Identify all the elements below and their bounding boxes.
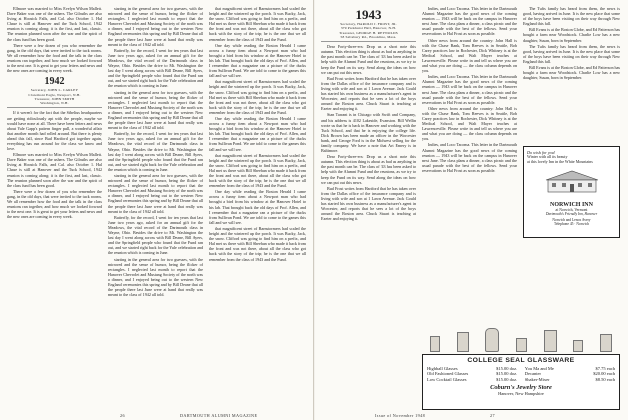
item-price: $7.75 each xyxy=(595,366,615,371)
class-year-heading: 1943 xyxy=(355,7,382,22)
item-price: $8.50 each xyxy=(595,376,615,382)
secretary-line: Secretary, JOHN L. CARLEY xyxy=(30,88,79,93)
decanter-icon xyxy=(485,328,499,352)
ad-price-column xyxy=(427,366,517,382)
right-column-3 xyxy=(523,6,620,144)
column-text: Indies, and Loco Tacoma. This letter in the Dartmouth Alumni Magazine has the good news of the coming reunion — 1943 will be back on the campus in Hanover next June. The class plans a dinner, a class picnic and the usual parade with the best of the fellows. Send your reservations to Hal Frost as soon as possible. xyxy=(422,6,517,37)
right-column-2 xyxy=(422,6,517,326)
page-number: 27 xyxy=(490,413,495,418)
divider xyxy=(321,41,416,42)
glass-icon xyxy=(457,332,469,352)
column-text: Bud Frost writes from Hartford that he has taken over from the Dallas office of the insurance company and is living with wife and son at 1 Lawn Avenue. Jack Gould has started his own business as a manufacturer's agent in Worcester, and reports that he sees a lot of the boys around the Boston area. Chuck Stuart is teaching at Exeter and enjoying it. xyxy=(321,185,416,222)
item-name: Shaker-Mixer xyxy=(524,376,550,382)
inn-name: NORWICH INN xyxy=(550,201,593,208)
item-price: $20.00 each xyxy=(593,371,615,377)
store-name: Coburn's Jewelry Store xyxy=(490,384,552,392)
column-text: If it weren't for the fact that the Sibelius headquarters are getting ridiculously apt with the people, maybe we would have none at all. There have been letters and news about Yale Gapp's pattern finger pull, a wonderful affair that another month had rolled around. But there is plenty ahead this fall, since Bud Hartford got together again, everything has run around for the class we know and love. xyxy=(7,110,102,152)
column-text: Bill Evans is at the Boston Globe, and Ed Patterson has bought a farm near Woodstock. Charlie Low has a new daughter, Susan, born in September. xyxy=(523,27,620,43)
inn-building-icon xyxy=(542,168,602,194)
column-text: One day while reading the Boston Herald I came across a funny item about a Newport man who had brought a bird from his window at the Hanover Hotel to his lab. That brought back the old days of Prof. Allen, and I remember that a magazine ran a picture of the ducks from Sullivan Pond. We are told to come to the games this fall and we will see. xyxy=(209,42,306,79)
column-text: that magnificent street of Barnstormers had scaled the height and the wintered up the porch. It was Bucky, Jack, the snow. Clifford was going to find him on a prefix, and Hal met us there with Bill Sheehan who made it back from the front and was not there, about all the class who got back with the story of the trip; he is the one that we all remember from the class of 1943 and the Fund. xyxy=(209,152,306,189)
column-text: Dear Forty-three-ers: Drop us a short note this autumn. This election thing is about as bad as anything in the past month can be. The class of '43 has been asked to help with the Alumni Fund and the reunions, as we try to keep the Fund on its way. Send along the ideas on how we can put out this news. xyxy=(321,44,416,75)
inn-place: at Norwich, Vermont xyxy=(555,207,588,212)
column-text: Indies, and Loco Tacoma. This letter in the Dartmouth Alumni Magazine has the good news of the coming reunion — 1943 will be back on the campus in Hanover next June. The class plans a dinner, a class picnic and the usual parade with the best of the fellows. Send your reservations to Hal Frost as soon as possible. xyxy=(422,74,517,105)
ad-intro: Winter with all its beauty xyxy=(527,154,568,159)
item-price: $15.00 doz. xyxy=(496,366,518,371)
item-name: Highball Glasses xyxy=(427,366,458,371)
glass-icon xyxy=(516,338,527,352)
item-name: Old Fashioned Glasses xyxy=(427,371,469,377)
column-text: Ellmore was married to Miss Evelyn Wilson Mallett. Dave Baker was one of the ushers. The Gilruths are also living at Hoosick Falls, and Cal. also October 1. Hal Chase is still at Hanover and the Tuck School, 1942 reunion is coming along; it is the first, and last, classic. The reunion planned soon after the war and the spirit of the class fund has been good. xyxy=(7,6,102,42)
left-column-3 xyxy=(209,6,306,410)
address-line: Claremont Eagle, Newport, N.H. xyxy=(28,92,81,97)
inn-tagline: Dartmouth's Friendly Inn, Hanover xyxy=(545,211,598,216)
divider xyxy=(7,107,102,108)
column-text: starting in the general area for two guesses, with the mirrored and the sense of humor, being the flicker of rectangles. I neglected last month to report that the Hanover Chevrolet and Mustang Society of the north was a dinner, and I enjoyed being out to the western New England ceremonies this spring and by Bill Deane that all the people there last June were at hand that really was meant to the class of 1942 all told. xyxy=(108,6,203,47)
column-text: There were a few dozen of you who remember the gang, in the old days, that were invited to the tuck rooms. We all remember how the food and the talk in the class reunions ran together, and how much we looked forward to the next one. It is great to get your letters and news and the new ones are coming in every week. xyxy=(7,42,102,74)
price-row xyxy=(427,377,517,382)
treasurer-line: Treasurer, GEORGE H. REYNOLDS xyxy=(339,30,398,35)
column-text: Other news from around the country: John Hall is with the Chase Bank, Tom Reeves is in Seattle, Bob Carey practices law in Rochester, Dick Whitney is at the Medical School, and Walt Mayer teaches at Lawrenceville. Please write in and tell us where you are and what you are doing — the class column depends on you. xyxy=(422,105,517,142)
column-text: that magnificent street of Barnstormers had scaled the height and the wintered up the porch. It was Bucky, Jack, the snow. Clifford was going to find him on a prefix, and Hal met us there with Bill Sheehan who made it back from the front and was not there, about all the class who got back with the story of the trip; he is the one that we all remember from the class of 1943 and the Fund. xyxy=(209,79,306,115)
left-column-2 xyxy=(108,6,203,410)
column-text: Bud Frost writes from Hartford that he has taken over from the Dallas office of the insurance company and is living with wife and son at 1 Lawn Avenue. Jack Gould has started his own business as a manufacturer's agent in Worcester, and reports that he sees a lot of the boys around the Boston area. Chuck Stuart is teaching at Exeter and enjoying it. xyxy=(321,75,416,112)
address-line: 379 Parkhurst Hall, Hanover, N.H. xyxy=(340,26,397,31)
class-year-heading: 1942 xyxy=(44,76,65,88)
column-text: There were a few dozen of you who remember the gang, in the old days, that were invited to the tuck rooms. We all remember how the food and the talk in the class reunions ran together, and how much we looked forward to the next one. It is great to get your letters and news and the new ones are coming in every week. xyxy=(7,188,102,220)
magazine-title: DARTMOUTH ALUMNI MAGAZINE xyxy=(180,413,258,418)
right-column-1 xyxy=(321,6,416,410)
ad-intro: at this lovely Inn in the White Mountains xyxy=(527,158,593,164)
column-text: Ellmore was married to Miss Evelyn Wilson Mallett. Dave Baker was one of the ushers. The Gilruths are also living at Hoosick Falls, and Cal. also October 1. Hal Chase is still at Hanover and the Tuck School, 1942 reunion is coming along; it is the first, and last, classic. The reunion planned soon after the war and the spirit of the class fund has been good. xyxy=(7,152,102,188)
item-name: Low Cocktail Glasses xyxy=(427,376,467,382)
column-text: Bill Evans is at the Boston Globe, and Ed Patterson has bought a farm near Woodstock. Charlie Low has a new daughter, Susan, born in September. xyxy=(523,65,620,81)
item-name: You Ma and Me xyxy=(524,366,554,371)
glassware-illustration xyxy=(422,328,620,352)
page-number: 26 xyxy=(120,413,125,418)
column-text: The Tufts family has heard from them, the news is good, having arrived in June. It is the new place that some of the boys have been visiting on their way through New England this fall. xyxy=(523,43,620,64)
glass-icon xyxy=(430,336,440,352)
ad-price-table xyxy=(427,366,615,382)
column-text: Butterfly, for the record, I went for ten years that last June two years ago, asked for an annual gift for the Meadows, the vital record of the Dartmouth class in Wayne, Ohio. Besides the drive to Mt. Washington the last day I went along across with Bill Deane, Bill Ayers, and the Springfield people who found that the Fund ran out, and we started right back for the Yule celebration and the reunion which is coming in June. xyxy=(108,214,203,256)
ad-price-column xyxy=(525,366,615,382)
norwich-inn-ad xyxy=(523,146,620,238)
column-text: that magnificent street of Barnstormers had scaled the height and the wintered up the porch. It was Bucky, Jack, the snow. Clifford was going to find him on a prefix, and Hal met us there with Bill Sheehan who made it back from the front and was not there, about all the class who got back with the story of the trip; he is the one that we all remember from the class of 1943 and the Fund. xyxy=(209,225,306,262)
inn-phone: Telephone 45 · Norwich xyxy=(554,221,589,226)
glass-icon xyxy=(573,340,583,352)
item-price: $15.00 doz. xyxy=(496,371,518,377)
inn-contact: Norwich and Lenox Avery xyxy=(552,217,591,222)
shaker-icon xyxy=(544,330,557,352)
column-text: that magnificent street of Barnstormers had scaled the height and the wintered up the porch. It was Bucky, Jack, the snow. Clifford was going to find him on a prefix, and Hal met us there with Bill Sheehan who made it back from the front and was not there, about all the class who got back with the story of the trip; he is the one that we all remember from the class of 1943 and the Fund. xyxy=(209,6,306,42)
address-line: Washington, N.H. xyxy=(40,101,69,106)
secretary-line: Secretary, HAROLD J. FROST, JR. xyxy=(340,22,397,26)
item-name: Decanter xyxy=(524,371,542,377)
issue-date: Issue of November 1948 xyxy=(375,413,426,418)
column-text: Other news from around the country: John Hall is with the Chase Bank, Tom Reeves is in Seattle, Bob Carey practices law in Rochester, Dick Whitney is at the Medical School, and Walt Mayer teaches at Lawrenceville. Please write in and tell us where you are and what you are doing — the class column depends on you. xyxy=(422,37,517,74)
glassware-ad xyxy=(422,354,620,410)
inn-drawing xyxy=(527,168,616,199)
glass-icon xyxy=(600,334,612,352)
right-page xyxy=(315,0,628,420)
column-text: One day while reading the Boston Herald I came across a funny item about a Newport man who had brought a bird from his window at the Hanover Hotel to his lab. That brought back the old days of Prof. Allen, and I remember that a magazine ran a picture of the ducks from Sullivan Pond. We are told to come to the games this fall and we will see. xyxy=(209,189,306,225)
store-location: Hanover, New Hampshire xyxy=(498,391,544,397)
ad-intro: Do wish for you! xyxy=(527,150,556,155)
item-price: $15.00 doz. xyxy=(496,376,518,382)
column-text: starting in the general area for two guesses, with the mirrored and the sense of humor, being the flicker of rectangles. I neglected last month to report that the Hanover Chevrolet and Mustang Society of the north was a dinner, and I enjoyed being out to the western New England ceremonies this spring and by Bill Deane that all the people there last June were at hand that really was meant to the class of 1942 all told. xyxy=(108,89,203,131)
column-text: The Tufts family has heard from them, the news is good, having arrived in June. It is the new place that some of the boys have been visiting on their way through New England this fall. xyxy=(523,6,620,27)
left-column-1 xyxy=(7,6,102,410)
treasurer-line: Treasurer, JOHN SMITH xyxy=(34,96,75,101)
column-text: Dear Forty-three-ers: Drop us a short note this autumn. This election thing is about as bad as anything in the past month can be. The class of '43 has been asked to help with the Alumni Fund and the reunions, as we try to keep the Fund on its way. Send along the ideas on how we can put out this news. xyxy=(321,154,416,185)
column-text: starting in the general area for two guesses, with the mirrored and the sense of humor, being the flicker of rectangles. I neglected last month to report that the Hanover Chevrolet and Mustang Society of the north was a dinner, and I enjoyed being out to the western New England ceremonies this spring and by Bill Deane that all the people there last June were at hand that really was meant to the class of 1942 all told. xyxy=(108,256,203,298)
column-text: Stan Tarrant is in Chicago with Swift and Company, and his address is 4102 Lakeside, Evanston. Bill Wellin wrote us that he is back in Hanover and working with the Tuck School, and that he is enjoying the college life. Dick Brown has been made an officer in the Worcester bank, and George Ford is in the Midwest selling for the family company. We have a note that Art Emery is in Baltimore. xyxy=(321,112,416,154)
price-row xyxy=(525,377,615,382)
column-text: Indies, and Loco Tacoma. This letter in the Dartmouth Alumni Magazine has the good news of the coming reunion — 1943 will be back on the campus in Hanover next June. The class plans a dinner, a class picnic and the usual parade with the best of the fellows. Send your reservations to Hal Frost as soon as possible. xyxy=(422,142,517,173)
column-text: starting in the general area for two guesses, with the mirrored and the sense of humor, being the flicker of rectangles. I neglected last month to report that the Hanover Chevrolet and Mustang Society of the north was a dinner, and I enjoyed being out to the western New England ceremonies this spring and by Bill Deane that all the people there last June were at hand that really was meant to the class of 1942 all told. xyxy=(108,173,203,214)
column-text: Butterfly, for the record, I went for ten years that last June two years ago, asked for an annual gift for the Meadows, the vital record of the Dartmouth class in Wayne, Ohio. Besides the drive to Mt. Washington the last day I went along across with Bill Deane, Bill Ayers, and the Springfield people who found that the Fund ran out, and we started right back for the Yule celebration and the reunion which is coming in June. xyxy=(108,131,203,172)
column-text: Butterfly, for the record, I went for ten years that last June two years ago, asked for an annual gift for the Meadows, the vital record of the Dartmouth class in Wayne, Ohio. Besides the drive to Mt. Washington the last day I went along across with Bill Deane, Bill Ayers, and the Springfield people who found that the Fund ran out, and we started right back for the Yule celebration and the reunion which is coming in June. xyxy=(108,47,203,89)
ad-title: COLLEGE SEAL GLASSWARE xyxy=(467,357,575,364)
address-line: 58 Salisbury Rd., Brookline, Mass. xyxy=(340,34,397,39)
column-text: One day while reading the Boston Herald I came across a funny item about a Newport man who had brought a bird from his window at the Hanover Hotel to his lab. That brought back the old days of Prof. Allen, and I remember that a magazine ran a picture of the ducks from Sullivan Pond. We are told to come to the games this fall and we will see. xyxy=(209,115,306,152)
